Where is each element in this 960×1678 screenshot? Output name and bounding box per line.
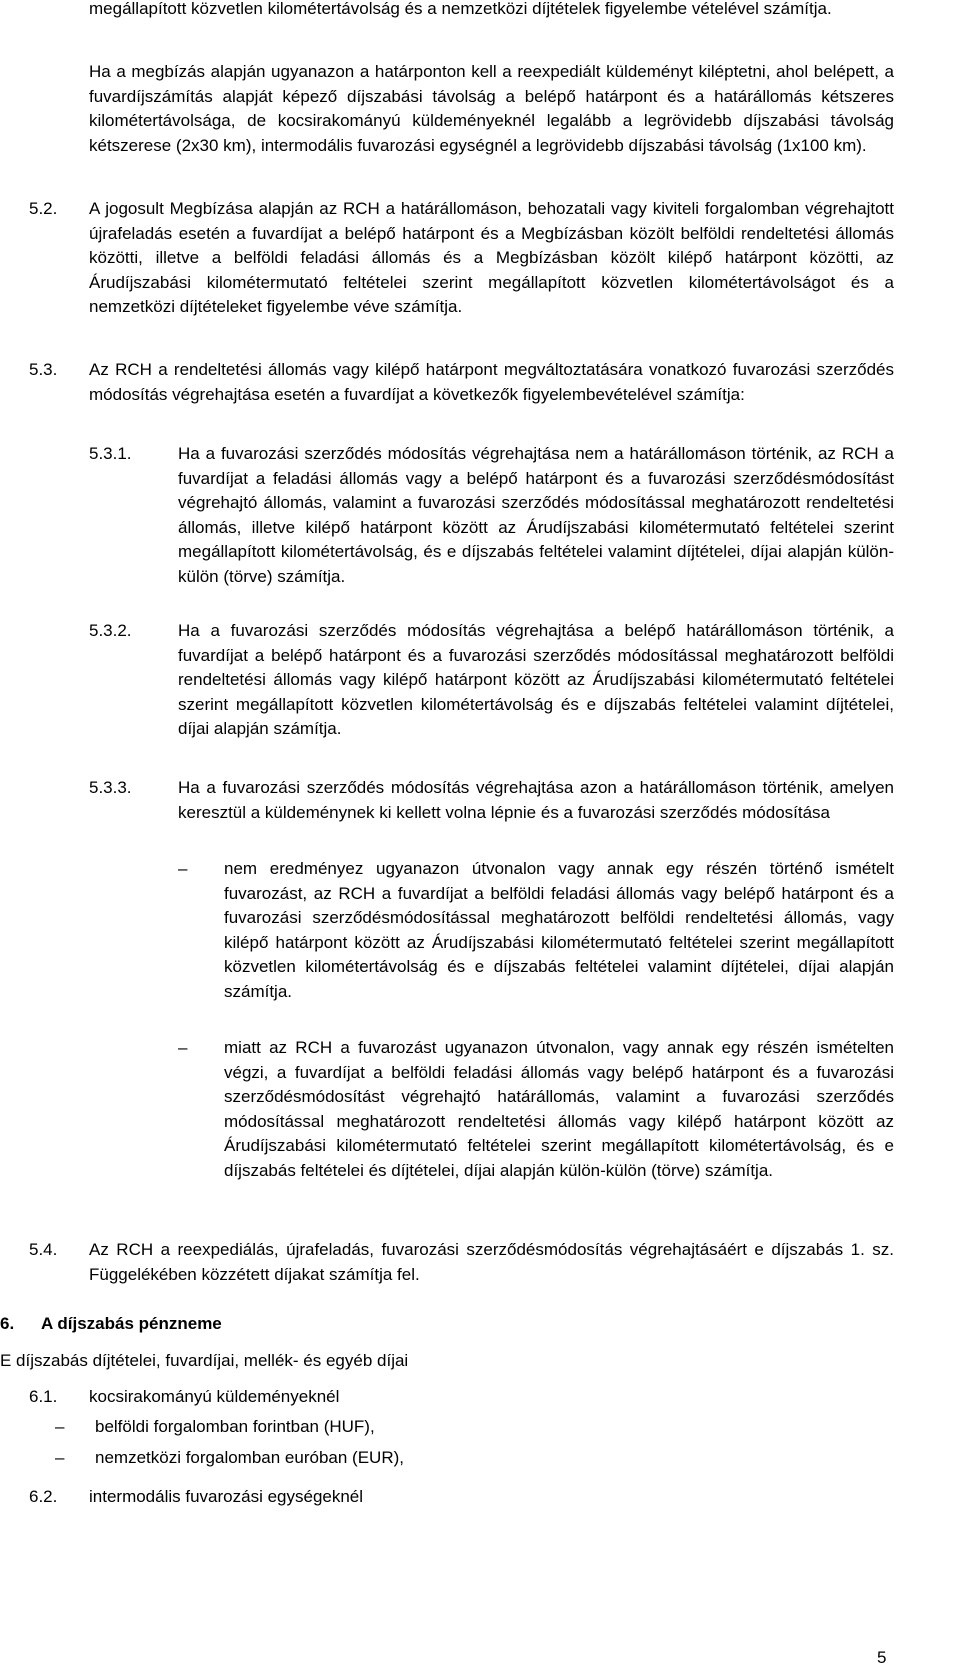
section-6-1-text: kocsirakományú küldeményeknél <box>89 1387 340 1406</box>
page-number: 5 <box>877 1648 887 1667</box>
section-6-intro: E díjszabás díjtételei, fuvardíjai, mellék- és egyéb díjai <box>0 1351 409 1370</box>
list-item: nem eredményez ugyanazon útvonalon vagy annak egy részén történő ismételt fuvarozást, az RCH a fuvardíjat a belföldi feladási állomás vagy belépő határpont és a fuvarozási szerződésmódosítással meghatározott belföldi rendeltetési állomás, vagy kilépő határpont között az Árudíjszabási kilométermutató feltételei szerint megállapított közvetlen kilométertávolság és e díjszabás feltételei valamint díjtételei, díjai alapján számítja. <box>224 859 894 1001</box>
section-5-3-2-number: 5.3.2. <box>89 621 132 640</box>
list-item: belföldi forgalomban forintban (HUF), <box>95 1417 375 1436</box>
section-6-1-number: 6.1. <box>29 1387 58 1406</box>
section-5-3-1-text: Ha a fuvarozási szerződés módosítás végrehajtása nem a határállomáson történik, az RCH a fuvardíjat a feladási állomás vagy a belépő határpont és a fuvarozási szerződésmódosítást végrehajtó állomás, valamint a fuvarozási szerződés módosítással meghatározott rendeltetési állomás, illetve kilépő határpont között az Árudíjszabási kilométermutató feltételei szerint megállapított kilométertávolság, és e díjszabás feltételei valamint díjtételei, díjai alapján külön-külön (törve) számítja. <box>178 444 894 586</box>
section-5-3-3-text: Ha a fuvarozási szerződés módosítás végrehajtása azon a határállomáson történik, amelyen keresztül a küldeménynek ki kellett volna lépnie és a fuvarozási szerződés módosítása <box>178 778 894 822</box>
section-5-3-text: Az RCH a rendeltetési állomás vagy kilépő határpont megváltoztatására vonatkozó fuvarozási szerződés módosítás végrehajtása esetén a fuvardíjat a következők figyelembevételével számítja: <box>89 360 894 404</box>
section-5-3-number: 5.3. <box>29 360 58 379</box>
section-6-2-text: intermodális fuvarozási egységeknél <box>89 1487 364 1506</box>
intro-continuation: megállapított közvetlen kilométertávolság és a nemzetközi díjtételek figyelembe vételével számítja. <box>89 0 832 18</box>
section-5-2-number: 5.2. <box>29 199 58 218</box>
bullet-dash: – <box>55 1417 65 1436</box>
section-6-2-number: 6.2. <box>29 1487 58 1506</box>
section-5-4-number: 5.4. <box>29 1240 58 1259</box>
bullet-dash: – <box>55 1448 65 1467</box>
section-5-3-3-number: 5.3.3. <box>89 778 132 797</box>
section-5-3-2-text: Ha a fuvarozási szerződés módosítás végrehajtása a belépő határállomáson történik, a fuvardíjat a belépő határpont és a fuvarozási szerződés módosítással meghatározott belföldi rendeltetési állomás vagy kilépő határpont között az Árudíjszabási kilométermutató feltételei szerint megállapított közvetlen kilométertávolság és e díjszabás feltételei valamint díjtételei, díjai alapján számítja. <box>178 621 894 739</box>
bullet-dash: – <box>178 859 188 878</box>
intro-paragraph: Ha a megbízás alapján ugyanazon a határponton kell a reexpediált küldeményt kiléptetni, ahol belépett, a fuvardíjszámítás alapját képező díjszabási távolság a belépő határpont és a határállomás kétszeres kilométertávolsága, de kocsirakományú küldeményeknél legalább a legrövidebb díjszabási távolság kétszerese (2x30 km), intermodális fuvarozási egységnél a legrövidebb díjszabási távolság (1x100 km). <box>89 62 894 155</box>
section-5-4-text: Az RCH a reexpediálás, újrafeladás, fuvarozási szerződésmódosítás végrehajtásáért e díjszabás 1. sz. Függelékében közzétett díjakat számítja fel. <box>89 1240 894 1284</box>
section-5-2-text: A jogosult Megbízása alapján az RCH a határállomáson, behozatali vagy kiviteli forgalomban végrehajtott újrafeladás esetén a fuvardíjat a belépő határpont és a Megbízásban közölt belföldi rendeltetési állomás közötti, illetve a belföldi feladási állomás és a Megbízásban közölt kilépő határpont közötti, az Árudíjszabási kilométermutató feltételei szerint megállapított közvetlen kilométertávolságot és a nemzetközi díjtételeket figyelembe véve számítja. <box>89 199 894 317</box>
list-item: nemzetközi forgalomban euróban (EUR), <box>95 1448 404 1467</box>
list-item: miatt az RCH a fuvarozást ugyanazon útvonalon, vagy annak egy részén ismételten végzi, a fuvardíjat a belföldi feladási állomás vagy belépő határpont és a fuvarozási szerződésmódosítást végrehajtó határállomás, valamint a fuvarozási szerződés módosítással meghatározott rendeltetési állomás vagy kilépő határpont között az Árudíjszabási kilométermutató feltételei szerint megállapított kilométertávolság, és e díjszabás feltételei és díjtételei, díjai alapján külön-külön (törve) számítja. <box>224 1038 894 1180</box>
bullet-dash: – <box>178 1038 188 1057</box>
section-6-title: A díjszabás pénzneme <box>41 1314 222 1333</box>
section-6-number: 6. <box>0 1314 15 1333</box>
section-5-3-1-number: 5.3.1. <box>89 444 132 463</box>
